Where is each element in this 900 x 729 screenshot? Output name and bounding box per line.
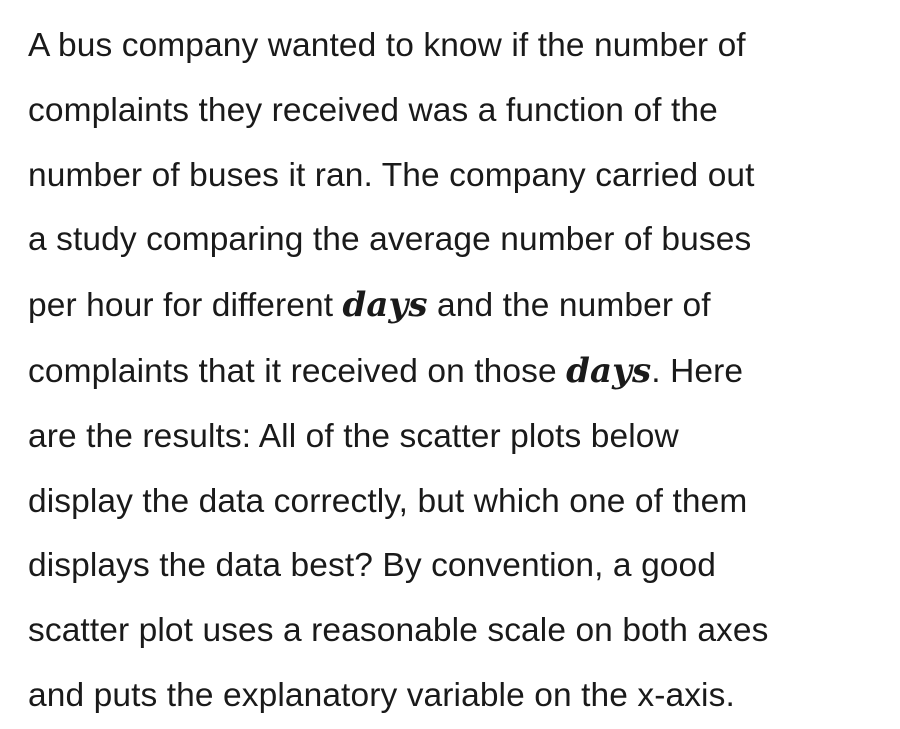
question-text-segment: and puts the explanatory variable on the x-axis. bbox=[28, 676, 735, 714]
question-text-segment: . Here bbox=[651, 352, 744, 390]
question-text bbox=[28, 14, 888, 729]
question-text-segment: complaints that it received on those bbox=[28, 352, 567, 390]
question-line bbox=[28, 14, 888, 79]
question-line bbox=[28, 144, 888, 209]
question-line bbox=[28, 79, 888, 144]
question-text-segment: number of buses it ran. The company carried out bbox=[28, 156, 755, 194]
question-text-segment: scatter plot uses a reasonable scale on both axes bbox=[28, 612, 769, 650]
question-text-segment: displays the data best? By convention, a good bbox=[28, 547, 716, 585]
question-text-segment: complaints they received was a function of the bbox=[28, 91, 718, 129]
question-text-segment: and the number of bbox=[427, 287, 711, 325]
question-line bbox=[28, 534, 888, 599]
question-line bbox=[28, 273, 888, 339]
question-text-segment: per hour for different bbox=[28, 287, 343, 325]
question-line bbox=[28, 208, 888, 273]
math-variable-days: days bbox=[566, 350, 652, 391]
question-line bbox=[28, 664, 888, 729]
question-text-segment: are the results: All of the scatter plots below bbox=[28, 417, 679, 455]
question-line bbox=[28, 339, 888, 405]
question-text-segment: a study comparing the average number of buses bbox=[28, 221, 752, 259]
math-variable-days: days bbox=[342, 285, 428, 326]
question-line bbox=[28, 599, 888, 664]
question-text-segment: display the data correctly, but which one of them bbox=[28, 482, 748, 520]
question-line bbox=[28, 405, 888, 470]
question-text-segment: A bus company wanted to know if the number of bbox=[28, 27, 746, 64]
question-line bbox=[28, 470, 888, 535]
